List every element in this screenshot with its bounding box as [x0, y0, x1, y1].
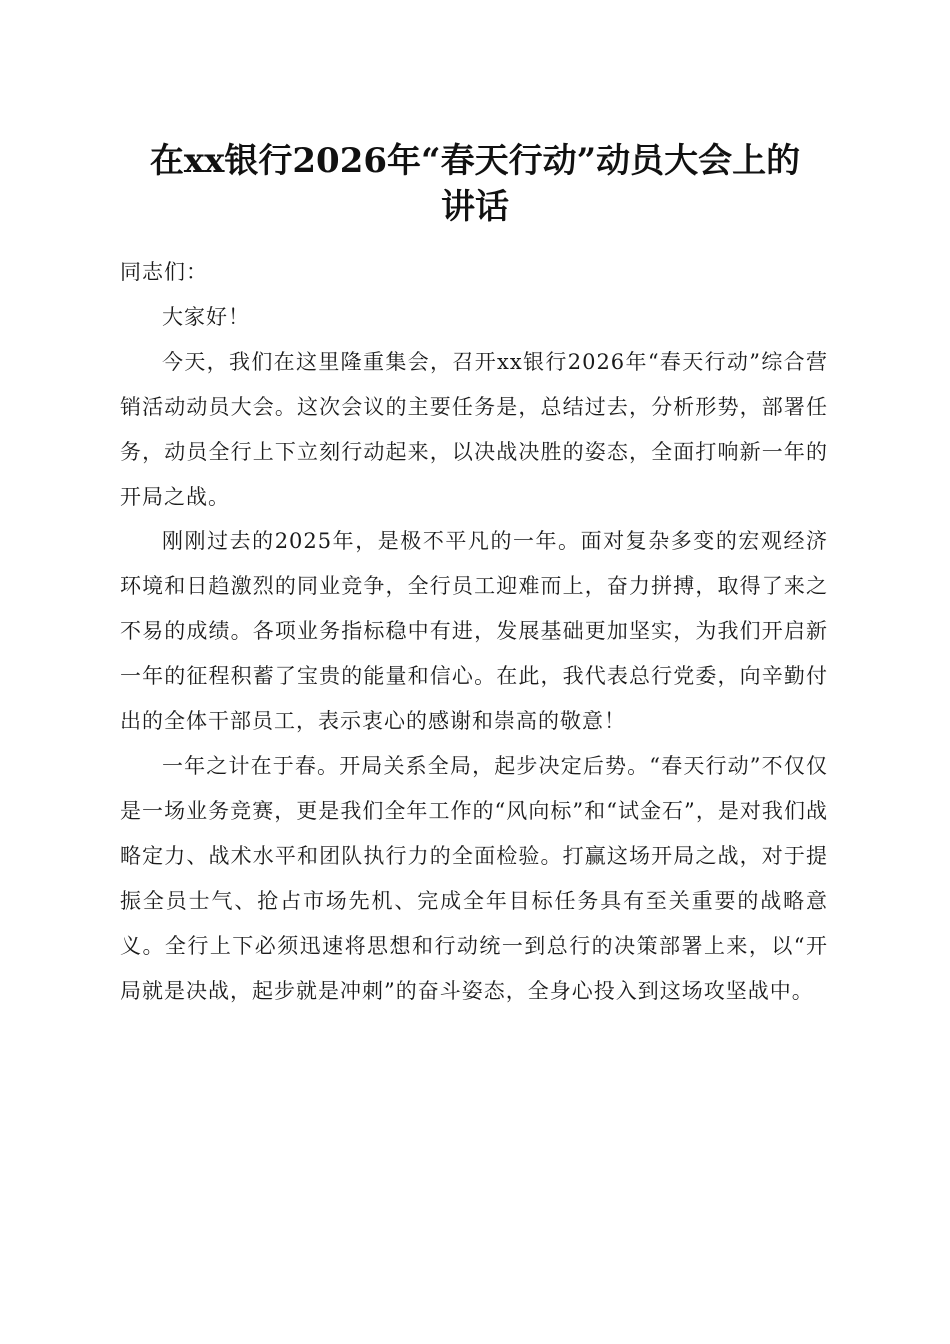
title-line-2: 讲话: [441, 187, 509, 227]
document-body: [120, 250, 828, 1013]
paragraph-review: 刚刚过去的2025年，是极不平凡的一年。面对复杂多变的宏观经济环境和日趋激烈的同业竞争，全行员工迎难而上，奋力拼搏，取得了来之不易的成绩。各项业务指标稳中有进，发展基础更加坚实，为我们开启新一年的征程积蓄了宝贵的能量和信心。在此，我代表总行党委，向辛勤付出的全体干部员工，表示衷心的感谢和崇高的敬意！: [120, 529, 828, 734]
paragraph-mobilization: 一年之计在于春。开局关系全局，起步决定后势。“春天行动”不仅仅是一场业务竞赛，更是我们全年工作的“风向标”和“试金石”，是对我们战略定力、战术水平和团队执行力的全面检验。打赢这场开局之战，对于提振全员士气、抢占市场先机、完成全年目标任务具有至关重要的战略意义。全行上下必须迅速将思想和行动统一到总行的决策部署上来，以“开局就是决战，起步就是冲刺”的奋斗姿态，全身心投入到这场攻坚战中。: [120, 753, 828, 1003]
document-title: [100, 138, 850, 230]
paragraph-greeting: 大家好！: [162, 304, 250, 329]
salutation: 同志们：: [120, 260, 208, 284]
title-line-1: 在xx银行2026年“春天行动”动员大会上的: [149, 141, 801, 181]
paragraph-opening: 今天，我们在这里隆重集会，召开xx银行2026年“春天行动”综合营销活动动员大会。这次会议的主要任务是，总结过去，分析形势，部署任务，动员全行上下立刻行动起来，以决战决胜的姿态，全面打响新一年的开局之战。: [120, 349, 828, 509]
